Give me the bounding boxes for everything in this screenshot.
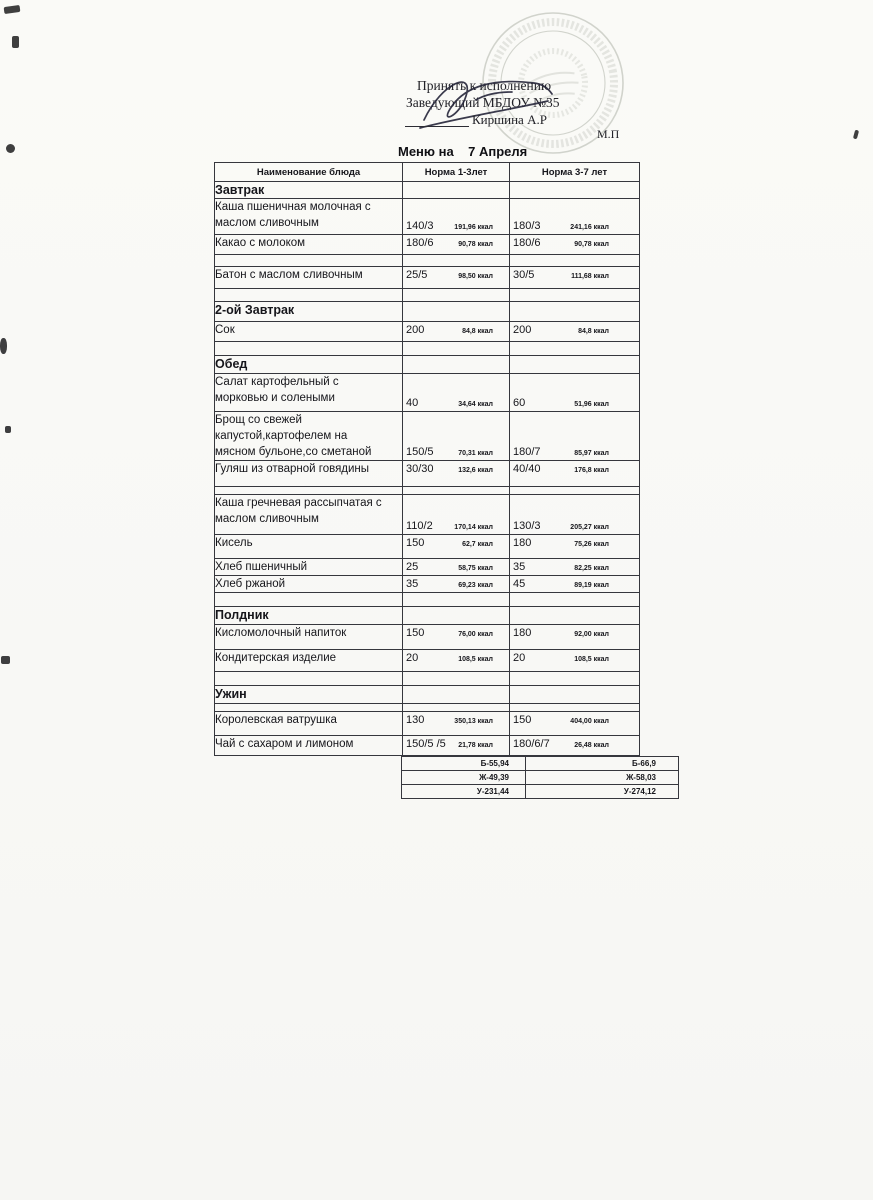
approver-name: Киршина А.Р bbox=[472, 112, 547, 127]
dish-name: Чай с сахаром и лимоном bbox=[215, 736, 403, 756]
blank-row bbox=[215, 487, 640, 495]
norm-cell bbox=[510, 235, 640, 255]
kcal-value: 85,97 ккал bbox=[574, 450, 609, 457]
dish-name: Сок bbox=[215, 322, 403, 342]
blank-cell bbox=[510, 593, 640, 607]
blank-row bbox=[215, 593, 640, 607]
blank-cell bbox=[403, 255, 510, 267]
blank-cell bbox=[403, 182, 510, 199]
norm-cell bbox=[403, 650, 510, 672]
blank-cell bbox=[510, 182, 640, 199]
blank-cell bbox=[403, 356, 510, 374]
scan-artifact bbox=[12, 36, 19, 48]
blank-cell bbox=[510, 672, 640, 686]
menu-item-row bbox=[215, 412, 640, 461]
dish-name: Какао с молоком bbox=[215, 235, 403, 255]
menu-item-row bbox=[215, 199, 640, 235]
dish-name: Салат картофельный с морковью и солеными bbox=[215, 374, 403, 412]
menu-item-row bbox=[215, 559, 640, 576]
blank-cell bbox=[403, 342, 510, 356]
norm-cell bbox=[403, 736, 510, 756]
blank-cell bbox=[403, 302, 510, 322]
column-header-norm-1-3: Норма 1-3лет bbox=[403, 163, 510, 182]
kcal-value: 34,64 ккал bbox=[458, 401, 493, 408]
kcal-value: 176,8 ккал bbox=[574, 467, 609, 474]
blank-cell bbox=[510, 704, 640, 712]
norm-cell bbox=[510, 199, 640, 235]
approval-line-2: Заведующий МБДОУ №35 bbox=[406, 95, 560, 110]
norm-cell bbox=[403, 712, 510, 736]
scan-artifact bbox=[6, 144, 15, 153]
kcal-value: 58,75 ккал bbox=[458, 565, 493, 572]
norm-cell bbox=[403, 412, 510, 461]
portion-value: 60 bbox=[513, 397, 526, 409]
blank-cell bbox=[403, 289, 510, 302]
norm-cell bbox=[403, 199, 510, 235]
totals-row-carbs bbox=[402, 785, 679, 799]
kcal-value: 92,00 ккал bbox=[574, 631, 609, 638]
menu-title: Меню на 7 Апреля bbox=[398, 144, 528, 159]
table-header-row bbox=[215, 163, 640, 182]
norm-cell bbox=[510, 267, 640, 289]
dish-name: Кисломолочный напиток bbox=[215, 625, 403, 650]
menu-item-row bbox=[215, 736, 640, 756]
blank-cell bbox=[510, 302, 640, 322]
norm-cell bbox=[403, 374, 510, 412]
norm-cell bbox=[510, 650, 640, 672]
portion-value: 30/5 bbox=[513, 269, 535, 281]
totals-row-fat bbox=[402, 771, 679, 785]
norm-cell bbox=[510, 535, 640, 559]
portion-value: 140/3 bbox=[406, 220, 434, 232]
norm-cell bbox=[403, 535, 510, 559]
menu-item-row bbox=[215, 495, 640, 535]
norm-cell bbox=[403, 322, 510, 342]
kcal-value: 82,25 ккал bbox=[574, 565, 609, 572]
kcal-value: 51,96 ккал bbox=[574, 401, 609, 408]
portion-value: 35 bbox=[513, 561, 526, 573]
kcal-value: 108,5 ккал bbox=[574, 656, 609, 663]
menu-item-row bbox=[215, 625, 640, 650]
portion-value: 150/5 /5 bbox=[406, 738, 446, 750]
protein-total-1-3: Б-55,94 bbox=[402, 757, 526, 771]
section-row bbox=[215, 686, 640, 704]
portion-value: 180/6/7 bbox=[513, 738, 550, 750]
portion-value: 40 bbox=[406, 397, 419, 409]
norm-cell bbox=[403, 267, 510, 289]
menu-item-row bbox=[215, 461, 640, 487]
kcal-value: 98,50 ккал bbox=[458, 273, 493, 280]
norm-cell bbox=[403, 495, 510, 535]
kcal-value: 90,78 ккал bbox=[574, 241, 609, 248]
portion-value: 25 bbox=[406, 561, 419, 573]
norm-cell bbox=[510, 736, 640, 756]
blank-cell bbox=[215, 672, 403, 686]
kcal-value: 205,27 ккал bbox=[570, 524, 609, 531]
blank-cell bbox=[510, 487, 640, 495]
portion-value: 30/30 bbox=[406, 463, 434, 475]
kcal-value: 84,8 ккал bbox=[462, 328, 493, 335]
fat-total-1-3: Ж-49,39 bbox=[402, 771, 526, 785]
blank-cell bbox=[215, 289, 403, 302]
section-title: Завтрак bbox=[215, 182, 403, 199]
dish-name: Гуляш из отварной говядины bbox=[215, 461, 403, 487]
portion-value: 45 bbox=[513, 578, 526, 590]
kcal-value: 62,7 ккал bbox=[462, 541, 493, 548]
norm-cell bbox=[510, 559, 640, 576]
section-title: Полдник bbox=[215, 607, 403, 625]
column-header-norm-3-7: Норма 3-7 лет bbox=[510, 163, 640, 182]
blank-cell bbox=[510, 255, 640, 267]
norm-cell bbox=[403, 559, 510, 576]
section-title: Обед bbox=[215, 356, 403, 374]
norm-cell bbox=[403, 235, 510, 255]
approval-line-1: Принять к исполнению bbox=[417, 78, 552, 93]
portion-value: 180/7 bbox=[513, 446, 541, 458]
portion-value: 150/5 bbox=[406, 446, 434, 458]
portion-value: 150 bbox=[513, 714, 532, 726]
norm-cell bbox=[403, 625, 510, 650]
portion-value: 180/3 bbox=[513, 220, 541, 232]
menu-item-row bbox=[215, 712, 640, 736]
portion-value: 110/2 bbox=[406, 520, 433, 532]
menu-item-row bbox=[215, 322, 640, 342]
blank-cell bbox=[403, 593, 510, 607]
norm-cell bbox=[510, 576, 640, 593]
portion-value: 25/5 bbox=[406, 269, 428, 281]
section-title: 2-ой Завтрак bbox=[215, 302, 403, 322]
blank-cell bbox=[403, 487, 510, 495]
portion-value: 20 bbox=[406, 652, 419, 664]
portion-value: 180 bbox=[513, 627, 532, 639]
blank-cell bbox=[215, 342, 403, 356]
blank-row bbox=[215, 342, 640, 356]
dish-name: Брощ со свежей капустой,картофелем на мясном бульоне,со сметаной bbox=[215, 412, 403, 461]
kcal-value: 191,96 ккал bbox=[454, 224, 493, 231]
kcal-value: 350,13 ккал bbox=[454, 718, 493, 725]
blank-cell bbox=[510, 607, 640, 625]
menu-item-row bbox=[215, 374, 640, 412]
portion-value: 150 bbox=[406, 537, 425, 549]
norm-cell bbox=[510, 322, 640, 342]
norm-cell bbox=[510, 495, 640, 535]
blank-cell bbox=[510, 289, 640, 302]
kcal-value: 404,00 ккал bbox=[570, 718, 609, 725]
kcal-value: 170,14 ккал bbox=[454, 524, 493, 531]
portion-value: 180 bbox=[513, 537, 532, 549]
portion-value: 180/6 bbox=[513, 237, 541, 249]
dish-name: Хлеб пшеничный bbox=[215, 559, 403, 576]
section-title: Ужин bbox=[215, 686, 403, 704]
norm-cell bbox=[510, 712, 640, 736]
portion-value: 35 bbox=[406, 578, 419, 590]
dish-name: Кисель bbox=[215, 535, 403, 559]
section-row bbox=[215, 302, 640, 322]
kcal-value: 75,26 ккал bbox=[574, 541, 609, 548]
blank-cell bbox=[510, 342, 640, 356]
portion-value: 200 bbox=[406, 324, 425, 336]
menu-table-body bbox=[215, 182, 640, 756]
norm-cell bbox=[403, 461, 510, 487]
seal-place-mark: М.П bbox=[597, 127, 620, 141]
blank-cell bbox=[510, 686, 640, 704]
portion-value: 40/40 bbox=[513, 463, 541, 475]
portion-value: 20 bbox=[513, 652, 526, 664]
norm-cell bbox=[510, 625, 640, 650]
blank-cell bbox=[215, 593, 403, 607]
kcal-value: 76,00 ккал bbox=[458, 631, 493, 638]
norm-cell bbox=[510, 461, 640, 487]
portion-value: 130/3 bbox=[513, 520, 541, 532]
blank-cell bbox=[215, 255, 403, 267]
fat-total-3-7: Ж-58,03 bbox=[526, 771, 679, 785]
column-header-dish: Наименование блюда bbox=[215, 163, 403, 182]
dish-name: Батон с маслом сливочным bbox=[215, 267, 403, 289]
kcal-value: 70,31 ккал bbox=[458, 450, 493, 457]
totals-row-protein bbox=[402, 757, 679, 771]
scan-artifact bbox=[5, 426, 11, 433]
norm-cell bbox=[403, 576, 510, 593]
kcal-value: 26,48 ккал bbox=[574, 742, 609, 749]
menu-item-row bbox=[215, 576, 640, 593]
blank-cell bbox=[403, 686, 510, 704]
kcal-value: 69,23 ккал bbox=[458, 582, 493, 589]
menu-table-area bbox=[214, 162, 656, 799]
blank-cell bbox=[403, 704, 510, 712]
blank-cell bbox=[215, 487, 403, 495]
blank-cell bbox=[215, 704, 403, 712]
kcal-value: 241,16 ккал bbox=[570, 224, 609, 231]
scan-artifact bbox=[4, 5, 21, 14]
scan-artifact bbox=[853, 130, 859, 140]
kcal-value: 111,68 ккал bbox=[571, 273, 609, 280]
signature-line bbox=[405, 112, 469, 127]
blank-row bbox=[215, 672, 640, 686]
kcal-value: 89,19 ккал bbox=[574, 582, 609, 589]
menu-table bbox=[214, 162, 640, 756]
blank-row bbox=[215, 255, 640, 267]
section-row bbox=[215, 356, 640, 374]
scan-artifact bbox=[1, 656, 10, 664]
carbs-total-3-7: У-274,12 bbox=[526, 785, 679, 799]
menu-item-row bbox=[215, 235, 640, 255]
section-row bbox=[215, 607, 640, 625]
dish-name: Кондитерская изделие bbox=[215, 650, 403, 672]
portion-value: 130 bbox=[406, 714, 425, 726]
portion-value: 180/6 bbox=[406, 237, 434, 249]
section-row bbox=[215, 182, 640, 199]
blank-cell bbox=[510, 356, 640, 374]
scan-artifact bbox=[0, 338, 7, 354]
norm-cell bbox=[510, 374, 640, 412]
menu-item-row bbox=[215, 535, 640, 559]
dish-name: Хлеб ржаной bbox=[215, 576, 403, 593]
dish-name: Каша гречневая рассыпчатая с маслом сливочным bbox=[215, 495, 403, 535]
totals-table bbox=[401, 756, 679, 799]
menu-item-row bbox=[215, 650, 640, 672]
portion-value: 200 bbox=[513, 324, 532, 336]
kcal-value: 84,8 ккал bbox=[578, 328, 609, 335]
portion-value: 150 bbox=[406, 627, 425, 639]
carbs-total-1-3: У-231,44 bbox=[402, 785, 526, 799]
dish-name: Каша пшеничная молочная с маслом сливочным bbox=[215, 199, 403, 235]
norm-cell bbox=[510, 412, 640, 461]
blank-row bbox=[215, 289, 640, 302]
blank-row bbox=[215, 704, 640, 712]
dish-name: Королевская ватрушка bbox=[215, 712, 403, 736]
menu-item-row bbox=[215, 267, 640, 289]
kcal-value: 21,78 ккал bbox=[458, 742, 493, 749]
blank-cell bbox=[403, 607, 510, 625]
kcal-value: 132,6 ккал bbox=[458, 467, 493, 474]
protein-total-3-7: Б-66,9 bbox=[526, 757, 679, 771]
kcal-value: 90,78 ккал bbox=[458, 241, 493, 248]
blank-cell bbox=[403, 672, 510, 686]
kcal-value: 108,5 ккал bbox=[458, 656, 493, 663]
